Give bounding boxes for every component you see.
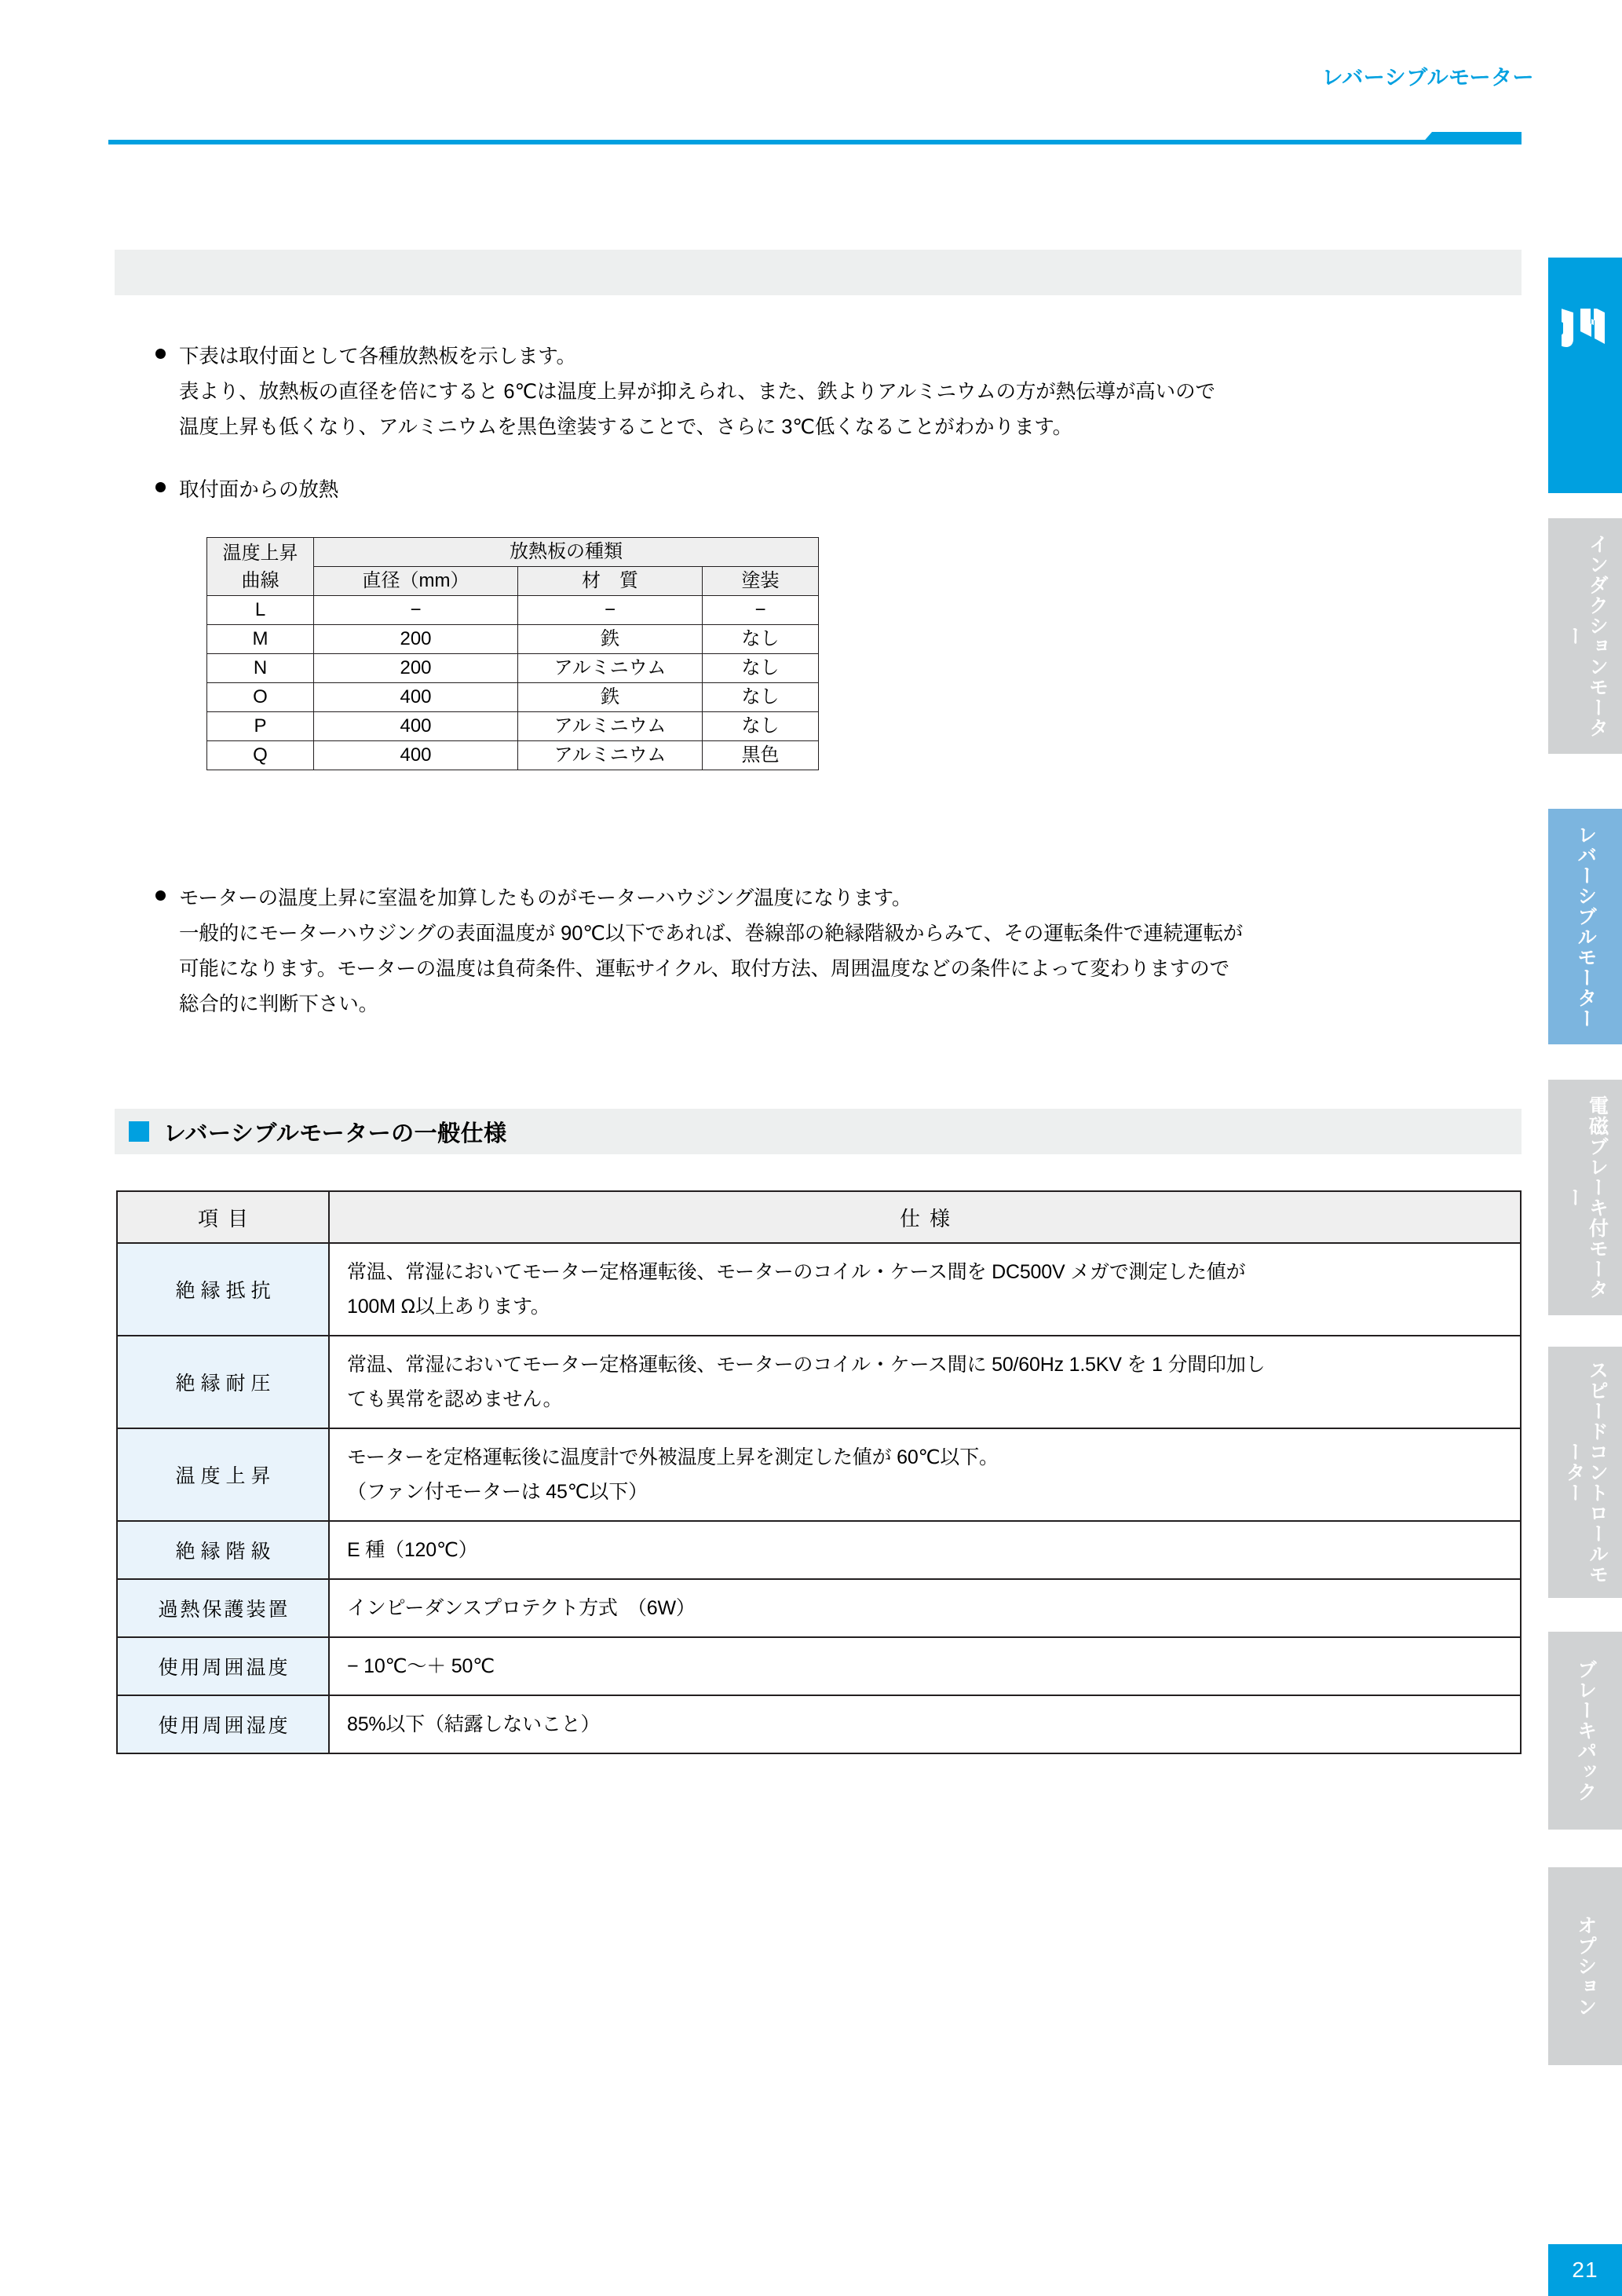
cell-material: アルミニウム <box>518 654 703 683</box>
side-tab-label: レバーシブルモーター <box>1574 824 1597 1029</box>
cell-diameter: − <box>314 596 518 625</box>
spec-item-label: 過熱保護装置 <box>117 1579 329 1637</box>
note-line: 可能になります。モーターの温度は負荷条件、運転サイクル、取付方法、周囲温度などの条件によって変わりますので <box>179 958 1230 980</box>
cell-curve: P <box>207 712 314 741</box>
side-tab-label: ブレーキパック <box>1574 1659 1597 1802</box>
spec-line: 常温、常湿においてモーター定格運転後、モーターのコイル・ケース間に 50/60Hz 1.5KV を 1 分間印加し <box>347 1354 1266 1376</box>
note-line: モーターの温度上昇に室温を加算したものがモーターハウジング温度になります。 <box>179 887 912 909</box>
section-marker-square-icon <box>129 1121 149 1142</box>
cell-material: − <box>518 596 703 625</box>
side-tab-label: 電磁ブレーキ付モーター <box>1563 1095 1609 1300</box>
spec-value <box>329 1579 1521 1637</box>
cell-coating: なし <box>703 654 819 683</box>
cell-diameter: 200 <box>314 625 518 654</box>
spec-line: 85%以下（結露しないこと） <box>347 1713 601 1735</box>
spec-value <box>329 1695 1521 1753</box>
cell-coating: − <box>703 596 819 625</box>
section-band-continued <box>115 250 1522 295</box>
side-tab-speed-control-motor[interactable] <box>1548 1347 1622 1598</box>
spec-value <box>329 1521 1521 1579</box>
spec-value <box>329 1336 1521 1428</box>
table-row <box>207 596 819 625</box>
section-heading-label: レバーシブルモーターの一般仕様 <box>163 1121 507 1146</box>
cell-material: 鉄 <box>518 625 703 654</box>
spec-item-label: 絶縁抵抗 <box>117 1243 329 1336</box>
spec-line: 常温、常湿においてモーター定格運転後、モーターのコイル・ケース間を DC500V メガで測定した値が <box>347 1261 1246 1283</box>
note-block-housing-temperature <box>155 881 1506 1022</box>
table-row <box>117 1336 1521 1428</box>
note-line: 温度上昇も低くなり、アルミニウムを黒色塗装することで、さらに 3℃低くなることがわかります。 <box>179 416 1072 438</box>
note-line: 一般的にモーターハウジングの表面温度が 90℃以下であれば、巻線部の絶縁階級からみて、その運転条件で連続運転が <box>179 923 1244 945</box>
col-header-temp-rise-curve <box>207 538 314 596</box>
spec-item-label: 使用周囲温度 <box>117 1637 329 1695</box>
cell-material: アルミニウム <box>518 712 703 741</box>
note-line: 表より、放熱板の直径を倍にすると 6℃は温度上昇が抑えられ、また、鉄よりアルミニウムの方が熱伝導が高いので <box>179 381 1215 403</box>
cell-coating: なし <box>703 712 819 741</box>
side-tab-brake-pack[interactable] <box>1548 1632 1622 1830</box>
general-specifications-table <box>116 1190 1522 1754</box>
heatsink-types-table <box>206 537 819 770</box>
side-tab-electromagnetic-brake-motor[interactable] <box>1548 1080 1622 1315</box>
spec-line: E 種（120℃） <box>347 1539 478 1561</box>
table-row <box>117 1521 1521 1579</box>
side-tab-option[interactable] <box>1548 1867 1622 2065</box>
cell-coating: なし <box>703 625 819 654</box>
cell-curve: N <box>207 654 314 683</box>
table-row <box>207 625 819 654</box>
page-number-badge: 21 <box>1548 2244 1622 2296</box>
spec-value <box>329 1637 1521 1695</box>
table-header-row <box>207 538 819 567</box>
table-row <box>117 1637 1521 1695</box>
col-header-material: 材 質 <box>518 567 703 596</box>
col-header-coating: 塗装 <box>703 567 819 596</box>
spec-item-label: 温度上昇 <box>117 1428 329 1521</box>
side-tab-reversible-motor[interactable] <box>1548 809 1622 1044</box>
table-row <box>117 1579 1521 1637</box>
cell-curve: O <box>207 683 314 712</box>
page-header <box>0 0 1622 157</box>
table-body <box>207 596 819 770</box>
cell-coating: 黒色 <box>703 741 819 770</box>
spec-line: − 10℃〜＋ 50℃ <box>347 1655 495 1677</box>
cell-diameter: 400 <box>314 683 518 712</box>
spec-line: モーターを定格運転後に温度計で外被温度上昇を測定した値が 60℃以下。 <box>347 1446 999 1468</box>
cell-curve: Q <box>207 741 314 770</box>
col-header-diameter: 直径（mm） <box>314 567 518 596</box>
spec-value <box>329 1243 1521 1336</box>
table-header-row <box>117 1191 1521 1243</box>
table-row <box>207 712 819 741</box>
cell-diameter: 400 <box>314 712 518 741</box>
note-block-heatsink-intro <box>155 339 1506 445</box>
bullet-dot-icon <box>155 890 166 901</box>
cell-material: アルミニウム <box>518 741 703 770</box>
col-header-item: 項目 <box>117 1191 329 1243</box>
note-line: 下表は取付面として各種放熱板を示します。 <box>179 345 576 367</box>
side-tab-brand-logo <box>1548 258 1622 493</box>
cell-diameter: 200 <box>314 654 518 683</box>
spec-line: 100M Ω以上あります。 <box>347 1296 550 1318</box>
cell-material: 鉄 <box>518 683 703 712</box>
cell-diameter: 400 <box>314 741 518 770</box>
spec-line: インピーダンスプロテクト方式 （6W） <box>347 1597 696 1619</box>
bullet-dot-icon <box>155 482 166 492</box>
note-block-mounting-heat-dissipation <box>155 473 1506 508</box>
page-header-title: レバーシブルモーター <box>1321 66 1534 90</box>
header-rule-wedge-icon <box>1421 132 1522 144</box>
cell-curve: L <box>207 596 314 625</box>
table-row <box>207 654 819 683</box>
table-row <box>207 683 819 712</box>
spec-item-label: 絶縁耐圧 <box>117 1336 329 1428</box>
note-line: 総合的に判断下さい。 <box>179 993 379 1015</box>
bullet-dot-icon <box>155 349 166 359</box>
table-row <box>117 1243 1521 1336</box>
table-row <box>117 1428 1521 1521</box>
col-header-spec: 仕様 <box>329 1191 1521 1243</box>
table-row <box>117 1695 1521 1753</box>
table-body <box>117 1243 1521 1753</box>
side-tab-navigation <box>1522 0 1622 2296</box>
side-tab-label: インダクションモーター <box>1563 534 1609 738</box>
table-head <box>207 538 819 596</box>
col-header-line1: 温度上昇 <box>222 542 298 564</box>
spec-item-label: 絶縁階級 <box>117 1521 329 1579</box>
cell-curve: M <box>207 625 314 654</box>
col-header-line2: 曲線 <box>241 569 279 591</box>
spec-line: ても異常を認めません。 <box>347 1388 563 1410</box>
header-rule <box>108 140 1522 144</box>
spec-line: （ファン付モーターは 45℃以下） <box>347 1481 648 1503</box>
side-tab-label: オプション <box>1574 1915 1597 2017</box>
table-row <box>207 741 819 770</box>
spg-logo-icon <box>1562 309 1609 442</box>
section-heading-general-specs <box>115 1109 1522 1154</box>
table-head <box>117 1191 1521 1243</box>
spec-item-label: 使用周囲湿度 <box>117 1695 329 1753</box>
cell-coating: なし <box>703 683 819 712</box>
table-caption: 取付面からの放熱 <box>179 479 339 501</box>
col-header-heatsink-group: 放熱板の種類 <box>314 538 819 567</box>
side-tab-induction-motor[interactable] <box>1548 518 1622 754</box>
spec-value <box>329 1428 1521 1521</box>
side-tab-label: スピードコントロールモーター <box>1563 1360 1609 1585</box>
